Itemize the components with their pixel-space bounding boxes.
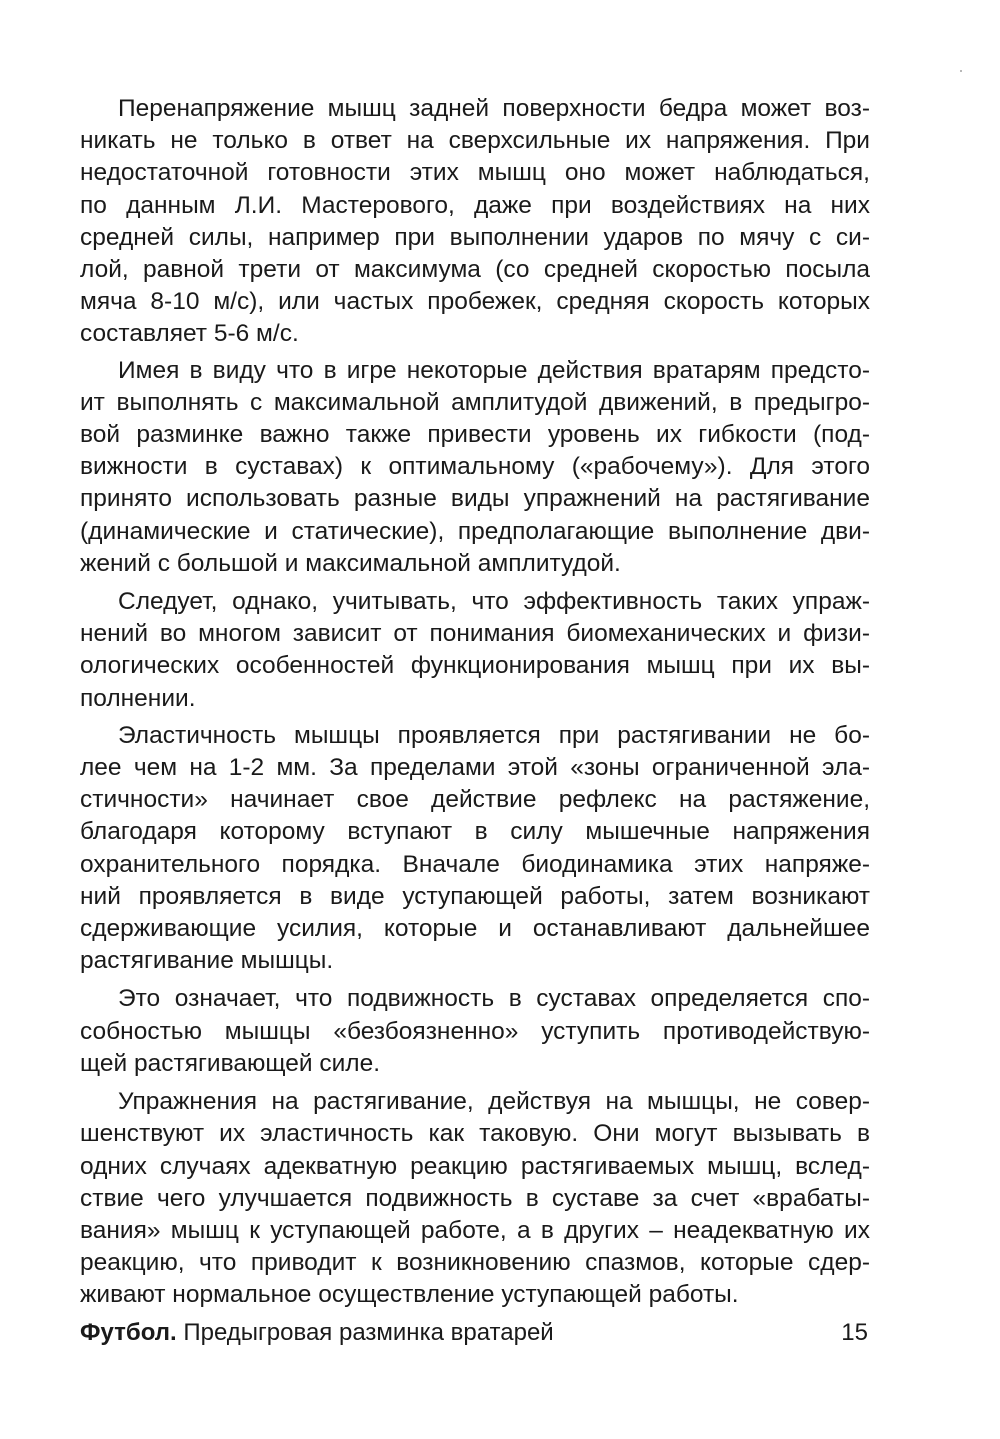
- text-line: шенствуют их эластичность как таковую. Они могут вызывать в: [80, 1120, 870, 1148]
- paragraph: [80, 983, 870, 1080]
- text-line: вижности в суставах) к оптимальному («рабочему»). Для этого: [80, 453, 870, 481]
- text-line: Перенапряжение мышц задней поверхности бедра может воз-: [118, 95, 870, 122]
- text-line: лой, равной трети от максимума (со средней скоростью посыла: [80, 256, 870, 284]
- text-line: ологических особенностей функционирования мышц при их вы-: [80, 652, 870, 680]
- text-line: Имея в виду что в игре некоторые действия вратарям предсто-: [118, 356, 870, 384]
- text-line: Эластичность мышцы проявляется при растягивании не бо-: [118, 721, 870, 749]
- book-title: Предыгровая разминка вратарей: [183, 1319, 554, 1346]
- text-line: по данным Л.И. Мастерового, даже при воздействиях на них: [80, 191, 870, 219]
- text-line: мяча 8-10 м/с), или частых пробежек, средняя скорость которых: [80, 288, 870, 316]
- text-line: нений во многом зависит от понимания биомеханических и физи-: [80, 620, 870, 648]
- paragraph: [80, 93, 870, 351]
- page-footer: [80, 1316, 870, 1350]
- body-text: [80, 93, 870, 1312]
- text-line: собностью мышцы «безбоязненно» уступить противодействую-: [80, 1017, 870, 1045]
- paragraph: [80, 720, 870, 978]
- text-line: полнении.: [80, 684, 196, 712]
- text-line: лее чем на 1-2 мм. За пределами этой «зоны ограниченной эла-: [80, 754, 870, 782]
- text-line: средней силы, например при выполнении ударов по мячу с си-: [80, 223, 870, 251]
- text-line: Упражнения на растягивание, действуя на мышцы, не совер-: [118, 1088, 870, 1116]
- text-line: составляет 5-6 м/с.: [80, 320, 299, 348]
- paragraph: [80, 1086, 870, 1311]
- text-line: живают нормальное осуществление уступающей работы.: [80, 1281, 739, 1309]
- text-line: жений с большой и максимальной амплитудой.: [80, 549, 621, 577]
- text-line: одних случаях адекватную реакцию растягиваемых мышц, вслед-: [80, 1152, 870, 1180]
- text-line: ит выполнять с максимальной амплитудой движений, в предыгро-: [80, 388, 870, 416]
- text-line: вания» мышц к уступающей работе, а в других – неадекватную их: [80, 1216, 870, 1244]
- text-line: растягивание мышцы.: [80, 947, 334, 975]
- text-line: вой разминке важно также привести уровень их гибкости (под-: [80, 421, 870, 449]
- text-line: Следует, однако, учитывать, что эффективность таких упраж-: [118, 588, 870, 616]
- text-line: Это означает, что подвижность в суставах определяется спо-: [118, 985, 870, 1013]
- scan-speck: [960, 70, 962, 72]
- page-number: 15: [841, 1319, 868, 1346]
- running-title: [80, 1316, 554, 1350]
- text-line: ствие чего улучшается подвижность в суставе за счет «врабаты-: [80, 1184, 870, 1212]
- text-line: принято использовать разные виды упражнений на растягивание: [80, 485, 870, 513]
- text-line: никать не только в ответ на сверхсильные их напряжения. При: [80, 127, 870, 155]
- text-line: щей растягивающей силе.: [80, 1049, 381, 1077]
- book-brand: Футбол.: [80, 1319, 177, 1346]
- paragraph: [80, 586, 870, 715]
- text-line: сдерживающие усилия, которые и останавливают дальнейшее: [80, 915, 870, 943]
- text-line: недостаточной готовности этих мышц оно может наблюдаться,: [80, 159, 870, 187]
- text-line: стичности» начинает свое действие рефлекс на растяжение,: [80, 786, 870, 814]
- text-line: реакцию, что приводит к возникновению спазмов, которые сдер-: [80, 1249, 870, 1277]
- text-line: (динамические и статические), предполагающие выполнение дви-: [80, 517, 870, 545]
- text-line: ний проявляется в виде уступающей работы, затем возникают: [80, 882, 870, 910]
- paragraph: [80, 355, 870, 580]
- text-line: благодаря которому вступают в силу мышечные напряжения: [80, 818, 870, 846]
- text-line: охранительного порядка. Вначале биодинамика этих напряже-: [80, 850, 870, 878]
